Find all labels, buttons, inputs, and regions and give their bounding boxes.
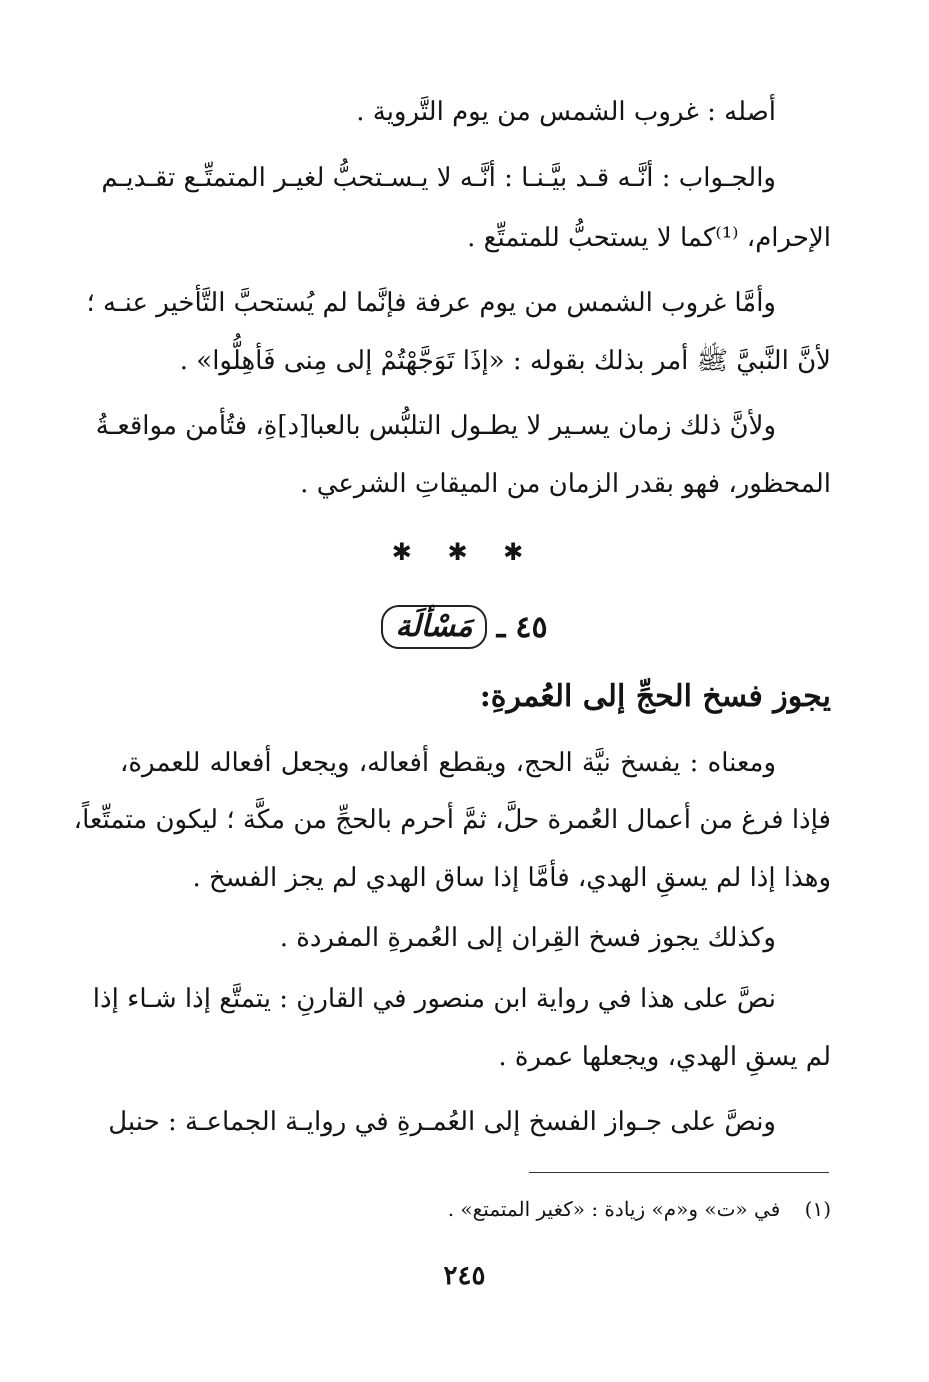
body-line-1: أصله : غروب الشمس من يوم التَّروية . xyxy=(356,97,776,127)
body-line-4: وأمَّا غروب الشمس من يوم عرفة فإنَّما لم يُستحبَّ التَّأخير عنـه ؛ xyxy=(86,288,776,318)
section-line-6: لم يسقِ الهدي، ويجعلها عمرة . xyxy=(498,1042,831,1072)
masala-dash: ـ xyxy=(496,609,506,645)
body-line-5: لأنَّ النَّبيَّ ﷺ أمر بذلك بقوله : «إذَا تَوَجَّهْتُمْ إلى مِنى فَأهِلُّوا» . xyxy=(179,346,831,376)
section-line-1: ومعناه : يفسخ نيَّة الحج، ويقطع أفعاله، ويجعل أفعاله للعمرة، xyxy=(120,748,776,778)
body-line-3: الإحرام، ⁽¹⁾كما لا يستحبُّ للمتمتِّع . xyxy=(467,223,831,253)
section-separator: ✱ ✱ ✱ xyxy=(391,538,538,566)
body-line-2: والجـواب : أنَّـه قـد بيَّـنـا : أنَّـه لا يـسـتحبُّ لغيـر المتمتِّـع تقـديـم xyxy=(101,163,776,193)
section-heading: يجوز فسخ الحجِّ إلى العُمرةِ: xyxy=(479,679,831,714)
masala-number: ٤٥ xyxy=(515,609,548,645)
footnote-marker: (١) xyxy=(804,1197,831,1221)
body-line-6: ولأنَّ ذلك زمان يسـير لا يطـول التلبُّس بالعبا[د]ةِ، فتُأمن مواقعـةُ xyxy=(95,411,776,441)
masala-title xyxy=(0,597,929,657)
section-line-3: وهذا إذا لم يسقِ الهدي، فأمَّا إذا ساق الهدي لم يجز الفسخ . xyxy=(192,863,831,893)
section-line-4: وكذلك يجوز فسخ القِران إلى العُمرةِ المفردة . xyxy=(279,923,776,953)
body-line-7: المحظور، فهو بقدر الزمان من الميقاتِ الشرعي . xyxy=(300,469,831,499)
footnote xyxy=(120,1192,831,1226)
footnote-text: في «ت» و«م» زيادة : «كغير المتمتع» . xyxy=(447,1197,781,1221)
page-number: ٢٤٥ xyxy=(443,1261,486,1291)
section-line-2: فإذا فرغ من أعمال العُمرة حلَّ، ثمَّ أحرم بالحجِّ من مكَّة ؛ ليكون متمتِّعاً، xyxy=(73,805,831,835)
section-line-7: ونصَّ على جـواز الفسخ إلى العُمـرةِ في روايـة الجماعـة : حنبل xyxy=(108,1107,776,1137)
masala-word: مَسْألَة xyxy=(381,605,486,649)
section-line-5: نصَّ على هذا في رواية ابن منصور في القارنِ : يتمتَّع إذا شـاء إذا xyxy=(92,984,776,1014)
footnote-rule xyxy=(529,1172,829,1173)
